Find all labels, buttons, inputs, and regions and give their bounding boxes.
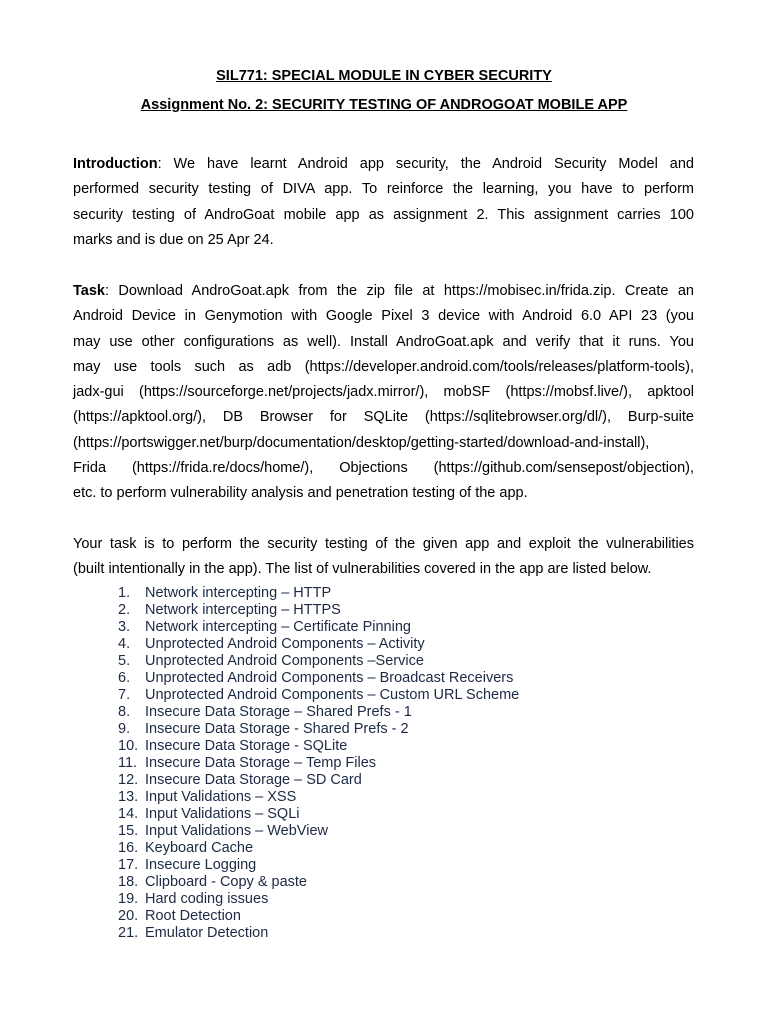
paragraph-line: may use tools such as adb (https://developer.android.com/tools/releases/platform-tools), (73, 358, 694, 375)
paragraph-line: (built intentionally in the app). The list of vulnerabilities covered in the app are listed below. (73, 561, 652, 578)
paragraph-line: marks and is due on 25 Apr 24. (73, 231, 274, 248)
list-item: 14. Input Validations – SQLi (118, 806, 300, 822)
list-item: 18. Clipboard - Copy & paste (118, 874, 307, 890)
introduction-paragraph (73, 152, 694, 253)
list-item: 9. Insecure Data Storage - Shared Prefs - 2 (118, 721, 409, 737)
your-task-paragraph (73, 532, 694, 583)
paragraph-line: Introduction: We have learnt Android app security, the Android Security Model and (73, 156, 694, 172)
vulnerability-list (118, 585, 519, 942)
list-item: 2. Network intercepting – HTTPS (118, 602, 341, 618)
assignment-subtitle: Assignment No. 2: SECURITY TESTING OF ANDROGOAT MOBILE APP (140, 97, 628, 113)
list-item: 15. Input Validations – WebView (118, 823, 328, 839)
list-item: 19. Hard coding issues (118, 891, 269, 907)
list-item: 4. Unprotected Android Components – Activity (118, 636, 425, 652)
list-item: 20. Root Detection (118, 908, 241, 924)
list-item: 3. Network intercepting – Certificate Pinning (118, 619, 411, 635)
list-item: 6. Unprotected Android Components – Broadcast Receivers (118, 670, 514, 686)
list-item: 13. Input Validations – XSS (118, 789, 297, 805)
introduction-heading: Introduction (73, 156, 158, 172)
task-heading: Task (73, 283, 105, 299)
list-item: 16. Keyboard Cache (118, 840, 254, 856)
list-item: 21. Emulator Detection (118, 925, 269, 941)
paragraph-line: jadx-gui (https://sourceforge.net/projects/jadx.mirror/), mobSF (https://mobsf.live/), apktool (73, 384, 694, 401)
list-item: 5. Unprotected Android Components –Service (118, 653, 424, 669)
paragraph-line: Frida (https://frida.re/docs/home/), Objections (https://github.com/sensepost/objection), (73, 460, 694, 477)
task-paragraph (73, 279, 694, 507)
paragraph-line: may use other configurations as well). Install AndroGoat.apk and verify that it runs. You (73, 333, 694, 350)
paragraph-line: Task: Download AndroGoat.apk from the zip file at https://mobisec.in/frida.zip. Create an (73, 283, 694, 299)
paragraph-line: (https://portswigger.net/burp/documentation/desktop/getting-started/download-and-install), (73, 434, 650, 451)
list-item: 10. Insecure Data Storage - SQLite (118, 738, 348, 754)
list-item: 12. Insecure Data Storage – SD Card (118, 772, 362, 788)
list-item: 8. Insecure Data Storage – Shared Prefs - 1 (118, 704, 412, 720)
list-item: 1. Network intercepting – HTTP (118, 585, 332, 601)
list-item: 17. Insecure Logging (118, 857, 257, 873)
document-title: SIL771: SPECIAL MODULE IN CYBER SECURITY (216, 68, 552, 84)
paragraph-line: etc. to perform vulnerability analysis and penetration testing of the app. (73, 485, 528, 502)
paragraph-line: (https://apktool.org/), DB Browser for SQLite (https://sqlitebrowser.org/dl/), Burp-suite (73, 409, 694, 426)
paragraph-line: Android Device in Genymotion with Google Pixel 3 device with Android 6.0 API 23 (you (73, 308, 694, 325)
paragraph-line: security testing of AndroGoat mobile app as assignment 2. This assignment carries 100 (73, 206, 694, 223)
paragraph-line: performed security testing of DIVA app. To reinforce the learning, you have to perform (73, 181, 694, 198)
list-item: 11. Insecure Data Storage – Temp Files (118, 755, 377, 771)
paragraph-line: Your task is to perform the security testing of the given app and exploit the vulnerabilities (73, 536, 694, 552)
list-item: 7. Unprotected Android Components – Custom URL Scheme (118, 687, 520, 703)
